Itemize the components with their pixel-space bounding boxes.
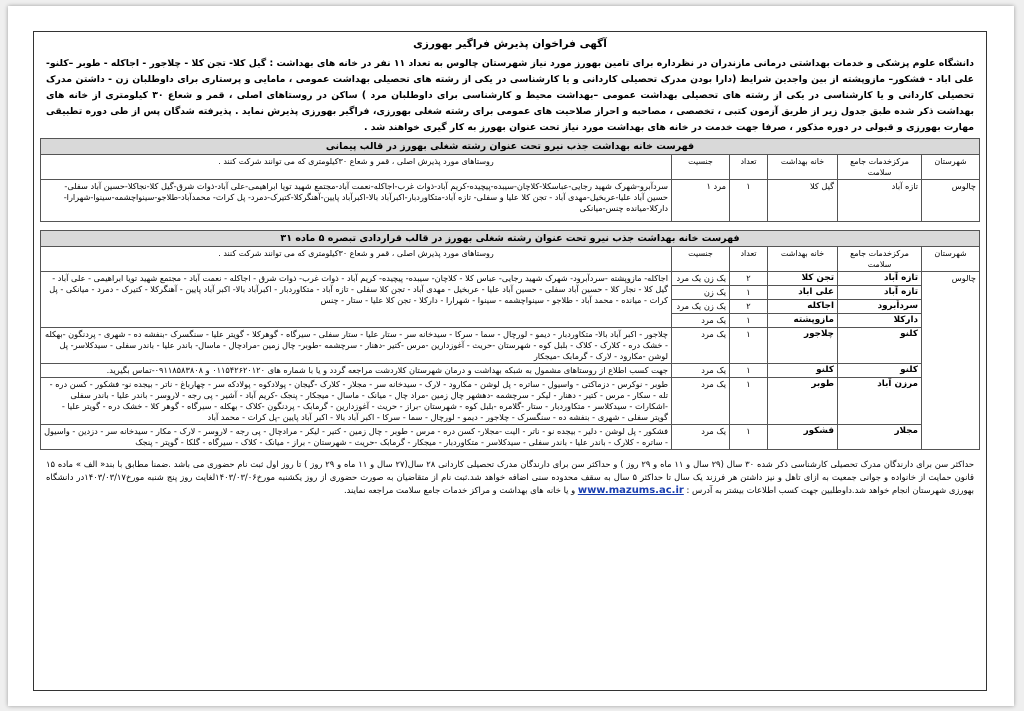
header-count: تعداد — [730, 155, 768, 180]
header-county: شهرستان — [922, 155, 980, 180]
notice-text: جهت کسب اطلاع از روستاهای مشمول به شبکه بهداشت و درمان شهرستان کلاردشت مراجعه گردد و یا با شماره های ۰۱۱۵۴۲۶۲۰۱۲۰ و ۰۹۱۱۸۵۸۳۸۰۸-تماس بگیرید. — [41, 364, 672, 378]
cell-count: ۱ — [730, 364, 768, 378]
website-link[interactable]: www.mazums.ac.ir — [577, 485, 684, 496]
section1-table — [40, 138, 980, 222]
cell-house: علی اباد — [768, 286, 838, 300]
cell-county: چالوس — [922, 272, 980, 450]
section1-header-row — [41, 155, 980, 180]
table-row — [41, 180, 980, 222]
section1-title: فهرست خانه بهداشت جذب نیرو تحت عنوان رشته شغلی بهورز در قالب پیمانی — [41, 139, 980, 155]
cell-gender: یک زن یک مرد — [672, 272, 730, 286]
cell-house: گیل کلا — [768, 180, 838, 222]
cell-gender: یک زن یک مرد — [672, 300, 730, 314]
cell-count: ۱ — [730, 314, 768, 328]
cell-count: ۲ — [730, 272, 768, 286]
cell-house: چلاجور — [768, 328, 838, 364]
cell-villages: اجاکله- مازوپشته -سردآبرود- شهرک شهید رجایی- عباس کلا - کلاچان- سیبده- پیچیده- کریم آباد - ذوات غرب- ذوات شرق - اجاکله - نعمت آباد - مجتمع شهید تویا ابراهیمی - علی آباد - گیل کلا - نجار کلا - حسین آباد سفلی - حسین آباد علیا - عربخیل - مهدی آباد - تجن کلا سفلی - تازه آباد - متکاوردبار - اکبرآباد بالا- اکبر آباد پایین - آهنگرکلا - کتیرک - دمرد - میانکی - پل کرات - میانده - محمد آباد - طلاجو - سینواچشمه - سینوا - شهرارا - دارکلا - تجن کلا علیا - ستار - چنس — [41, 272, 672, 328]
cell-house: مازوپشته — [768, 314, 838, 328]
cell-villages: طوبر - نوکرس - دزماکتی - واسیول - ساتره - پل لوشن - مکارود - لارک - سیدخانه سر - مجلار - کلارک -گیجان - پولادکوه - پولادکه سر - چهارباغ - ناتر - بیجده نو- فشکور - کسن دره - تله - سکار - مرس - کتیر - دهنار - لیکر - سرچشمه -دهشهر چال زمین -مراد چال - میانک - ماسال - میجکار - پنجک -کریم آباد - آشیر - پی رجه - لاروسر - باندر علیا - باندر سفلی -اشکارات - سیدکلاسر - متکاوردبار - ستار -گلامره -بلبل کوه - شهرستان -براز - حریث - آغوزدارین - گرمابک - پردنگون -کلاک - بهکله - سیرگاه - گوهر کلا - خشک دره - گویتر علیا - گویتر سفلی - شهری - بنفشه ده - سنگسرک - چلاجور - دیمو - لورچال - سما - سرکا - اکبر آباد بالا - اکبر آباد پایین -پل کرات - محمد آباد — [41, 378, 672, 425]
footer-text-3: و یا خانه های بهداشت و مراکز خدمات جامع سلامت مراجعه نمایند. — [343, 485, 576, 495]
cell-count: ۱ — [730, 328, 768, 364]
cell-count: ۱ — [730, 425, 768, 450]
cell-center: مجلار — [838, 425, 922, 450]
cell-count: ۲ — [730, 300, 768, 314]
cell-gender: مرد ۱ — [672, 180, 730, 222]
cell-house: کلنو — [768, 364, 838, 378]
footer-text-2: دانشگاه بهورزی شهرستان انجام خواهد شد.داوطلبین جهت کسب اطلاعات بیشتر به آدرس : — [46, 472, 974, 495]
header-villages: روستاهای مورد پذیرش اصلی ، قمر و شعاع ۳۰کیلومتری که می توانند شرکت کنند . — [41, 155, 672, 180]
announcement-frame — [33, 31, 987, 691]
cell-center: سرداَبرود — [838, 300, 922, 314]
cell-count: ۱ — [730, 378, 768, 425]
cell-center: مرزن آباد — [838, 378, 922, 425]
section2-table — [40, 230, 980, 450]
header-house: خانه بهداشت — [768, 155, 838, 180]
header-villages: روستاهای مورد پذیرش اصلی ، قمر و شعاع ۳۰کیلومتری که می توانند شرکت کنند . — [41, 247, 672, 272]
header-county: شهرستان — [922, 247, 980, 272]
page-title: آگهی فراخوان پذیرش فراگیر بهورزی — [413, 38, 607, 50]
cell-center: تازه آباد — [838, 180, 922, 222]
cell-center: کلنو — [838, 364, 922, 378]
cell-county: چالوس — [922, 180, 980, 222]
cell-house: فشکور — [768, 425, 838, 450]
cell-gender: یک مرد — [672, 314, 730, 328]
header-house: خانه بهداشت — [768, 247, 838, 272]
header-center: مرکزخدمات جامع سلامت — [838, 247, 922, 272]
cell-center: تازه آباد — [838, 286, 922, 300]
cell-gender: یک مرد — [672, 378, 730, 425]
cell-gender: یک مرد — [672, 328, 730, 364]
cell-gender: یک زن — [672, 286, 730, 300]
cell-villages: فشکور - پل لوشن - دلیر - بیجده نو - ناتر - الیت -مجلار- کسن دره - مرس - طوبر - چال زمین - کتیر - لیکر - مرادچال - پی رجه - لاروسر - لارک - مکار - سیدخانه سر - دزدین - واسیول - ساتره - کلارک - باندر علیا - باندر سفلی - سیدکلاسر - متکاوردبار - میجکار - گرمابک -حریث - شهرستان - براز - میانک - کلاک - سیرگاه - گلکا - گویتر - پنجک — [41, 425, 672, 450]
footer-text-1: حداکثر سن برای دارندگان مدرک تحصیلی کارشناسی ذکر شده ۳۰ سال (۲۹ سال و ۱۱ ماه و ۲۹ روز ) و حداکثر سن برای دارندگان مدرک تحصیلی کاردانی ۲۸ سال(۲۷ سال و ۱۱ ماه و ۲۹ روز ) تا روز اول ثبت نام حضوری می باشد .ضمنا مطابق با بند« الف » ماده ۱۵ قانون حمایت از خانواده و جوانی جمعیت به ازای تاهل و نیز داشتن هر فرزند یک سال تا حداکثر ۵ سال به سقف محدوده سنی اضافه خواهد شد.ثبت نام از متقاضیان به صورت حضوری از روز یکشنبه مورخ۱۴۰۳/۰۳/۰۶لغایت روز پنج شنبه مورخ۱۴۰۳/۰۳/۱۷در — [46, 459, 975, 482]
header-count: تعداد — [730, 247, 768, 272]
table-row — [41, 378, 980, 425]
section2-title: فهرست خانه بهداشت جذب نیرو تحت عنوان رشته شغلی بهورز در قالب قراردادی تبصره ۵ ماده ۳۱ — [41, 231, 980, 247]
table-row — [41, 425, 980, 450]
table-row — [41, 328, 980, 364]
cell-house: طوبر — [768, 378, 838, 425]
cell-house: تجن کلا — [768, 272, 838, 286]
footer-note — [34, 450, 986, 497]
cell-villages: چلاجور - اکبر آباد بالا- متکاوردبار - دیمو - لورچال - سما - سرکا - سیدخانه سر - ستار علیا - ستار سفلی - سیرگاه - گوهرکلا - گویتر علیا - سنگسرک -بنفشه ده - شهری - پردنگون -بهکله - خشک دره - کلارک - کلاک - بلبل کوه - شهرستان -حریث - آغوزدارین -مرس -کتیر -دهنار - سرچشمه -طوبر- چال زمین -مرادچال - ماسال- باندر علیا - باندر سفلی - سیدکلاسر- پل لوشن -مکارود - لارک - گرمابک -میجکار — [41, 328, 672, 364]
cell-center: دارکلا — [838, 314, 922, 328]
document-page — [8, 6, 1014, 706]
cell-count: ۱ — [730, 286, 768, 300]
cell-gender: یک مرد — [672, 425, 730, 450]
cell-villages: سردآبرو-شهرک شهید رجایی-عباسکلا-کلاچان-سیبده-پیچیده-کریم آباد-ذوات غرب-اجاکله-نعمت آباد-مجتمع شهید تویا ابراهیمی-علی آباد-ذوات شرق-گیل کلا-نجاکلا-حسین آباد سفلی-حسین آباد علیا-عربخیل-مهدی آباد - تجن کلا علیا و سفلی- تازه آباد-متکاوردبار-اکبرآباد بالا-اکبرآباد پایین-آهنگرکلا-کتیرک-دمرد- پل کرات- محمدآباد-طلاجو-سینواچشمه-سینوا-شهرارا-دارکلا-میانده چنس-میانکی — [41, 180, 672, 222]
header-gender: جنسیت — [672, 247, 730, 272]
table-row — [41, 364, 980, 378]
header-gender: جنسیت — [672, 155, 730, 180]
cell-gender: یک مرد — [672, 364, 730, 378]
header-center: مرکزخدمات جامع سلامت — [838, 155, 922, 180]
cell-center: کلنو — [838, 328, 922, 364]
cell-house: اجاکله — [768, 300, 838, 314]
table-row — [41, 272, 980, 286]
intro-paragraph: دانشگاه علوم پزشکی و خدمات بهداشتی درمانی مازندران در نظرداره برای تامین بهورز مورد نیاز شهرستان چالوس به تعداد ۱۱ نفر در خانه های بهداشت : گیل کلا- تجن کلا - چلاجور - اجاکله - طوبر –کلنو- علی اباد - فشکور– مازوپشته از بین واجدین شرایط (دارا بودن مدرک تحصیلی کاردانی و یا کارشناسی در یکی از رشته های تحصیلی بهداشت عمومی ، مامایی و پرستاری برای داوطلبان زن - داشتن مدرک تحصیلی کاردانی و یا کارشناسی در یکی از رشته های تحصیلی بهداشت عمومی –بهداشت محیط و کارشناسی برای داوطلبان مرد ) ساکن در روستاهای اصلی ، قمر و شعاع ۳۰ کیلومتری از خانه های بهداشت ذکر شده طبق جدول زیر از طریق آزمون کتبی ، تخصصی ، مصاحبه و احراز صلاحیت های عمومی برای رشته شغلی بهورزی، فراگیر بهورزی پذیرش نماید . پذیرفته شدگان پس از طی دوره تطبیقی مهارت بهورزی و قبولی در دوره مذکور ، صرفا جهت خدمت در خانه های بهداشت مورد نیاز تحت عنوان بهورز به کار گیری خواهند شد . — [46, 58, 974, 133]
cell-center: تازه آباد — [838, 272, 922, 286]
cell-count: ۱ — [730, 180, 768, 222]
section2-header-row — [41, 247, 980, 272]
